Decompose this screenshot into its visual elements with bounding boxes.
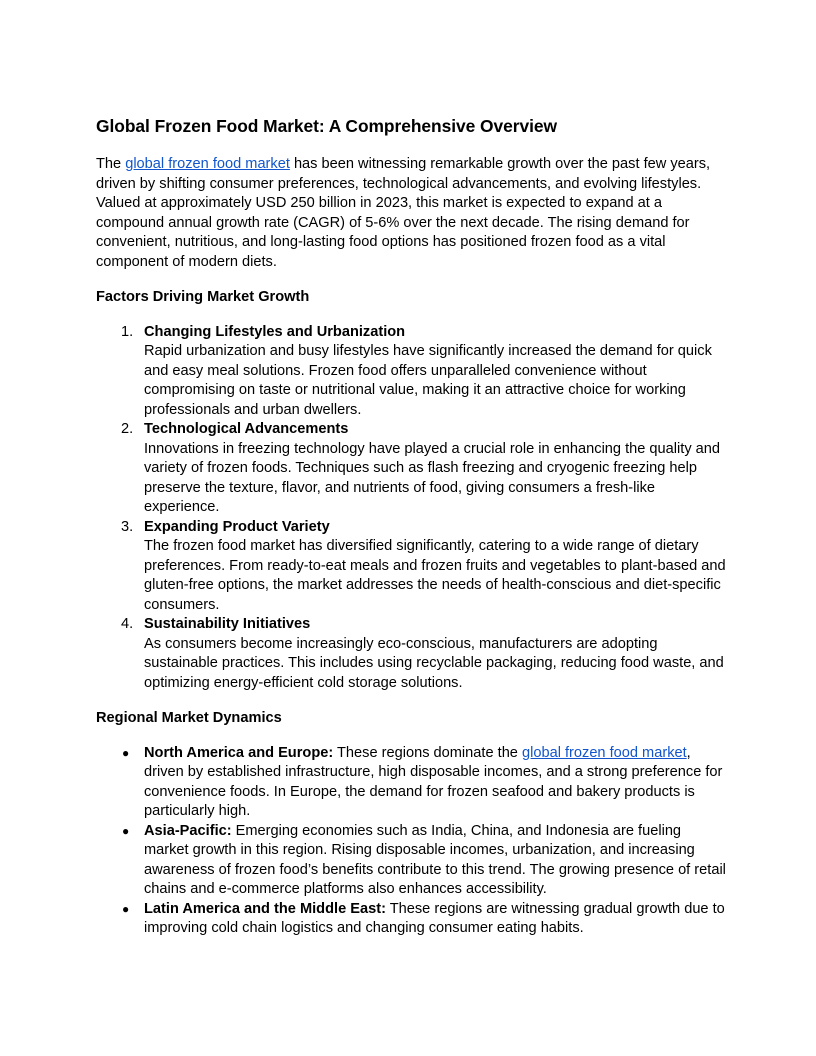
bullet-icon: ● bbox=[122, 901, 130, 916]
factors-heading: Factors Driving Market Growth bbox=[96, 289, 310, 305]
factor-item bbox=[96, 323, 726, 421]
region-item bbox=[96, 744, 726, 822]
factor-title: Sustainability Initiatives bbox=[144, 616, 311, 632]
bullet-icon: ● bbox=[122, 823, 130, 838]
region-text: These regions dominate the bbox=[333, 744, 522, 761]
region-item bbox=[96, 900, 726, 939]
factor-title: Technological Advancements bbox=[144, 421, 349, 437]
region-text: , driven by established infrastructure, high disposable incomes, and a strong preference for convenience foods. In Europe, the demand for frozen seafood and bakery products is particularly high. bbox=[144, 744, 723, 819]
global-frozen-food-market-link[interactable]: global frozen food market bbox=[125, 156, 290, 172]
factor-item bbox=[96, 615, 726, 693]
factor-body: The frozen food market has diversified significantly, catering to a wide range of dietary preferences. From ready-to-eat meals and frozen fruits and vegetables to plant-based and gluten-free options, the market addresses the needs of health-conscious and diet-specific consumers. bbox=[144, 538, 726, 613]
factor-title: Changing Lifestyles and Urbanization bbox=[144, 323, 406, 340]
intro-suffix: has been witnessing remarkable growth over the past few years, driven by shifting consumer preferences, technological advancements, and evolving lifestyles. Valued at approximately USD 250 billion in 2023, this market is expected to expand at a compound annual growth rate (CAGR) of 5-6% over the next decade. The rising demand for convenient, nutritious, and long-lasting food options has positioned frozen food as a vital component of modern diets. bbox=[96, 156, 711, 270]
intro-paragraph bbox=[96, 155, 726, 272]
bullet-icon: ● bbox=[122, 745, 130, 760]
regions-heading: Regional Market Dynamics bbox=[96, 710, 282, 726]
factor-item bbox=[96, 518, 726, 616]
factor-body: As consumers become increasingly eco-conscious, manufacturers are adopting sustainable practices. This includes using recyclable packaging, reducing food waste, and optimizing energy-efficient cold storage solutions. bbox=[144, 635, 724, 691]
list-number: 1. bbox=[121, 323, 134, 340]
list-number: 2. bbox=[121, 421, 134, 437]
document-page bbox=[96, 114, 726, 939]
region-text: Emerging economies such as India, China, and Indonesia are fueling market growth in this region. Rising disposable incomes, urbanization, and increasing awareness of frozen food’s benefits contribute to this trend. The growing presence of retail chains and e-commerce platforms also enhances accessibility. bbox=[144, 822, 726, 897]
intro-prefix: The bbox=[96, 156, 126, 172]
list-number: 3. bbox=[121, 518, 134, 535]
global-frozen-food-market-link[interactable]: global frozen food market bbox=[521, 744, 687, 761]
factor-title: Expanding Product Variety bbox=[144, 518, 330, 535]
region-text: These regions are witnessing gradual growth due to improving cold chain logistics and changing consumer eating habits. bbox=[144, 900, 725, 936]
region-label: Asia-Pacific: bbox=[144, 822, 232, 839]
regions-list bbox=[96, 744, 726, 939]
region-label: Latin America and the Middle East: bbox=[144, 900, 386, 917]
factors-list bbox=[96, 323, 726, 694]
factor-body: Innovations in freezing technology have played a crucial role in enhancing the quality and variety of frozen foods. Techniques such as flash freezing and cryogenic freezing help preserve the texture, flavor, and nutrients of food, giving consumers a fresh-like experience. bbox=[144, 440, 721, 515]
list-number: 4. bbox=[121, 616, 134, 632]
region-label: North America and Europe: bbox=[144, 744, 334, 761]
document-title: Global Frozen Food Market: A Comprehensive Overview bbox=[96, 116, 557, 136]
factor-item bbox=[96, 420, 726, 518]
factor-body: Rapid urbanization and busy lifestyles have significantly increased the demand for quick and easy meal solutions. Frozen food offers unparalleled convenience without compromising on taste or nutritional value, making it an attractive choice for working professionals and urban dwellers. bbox=[144, 343, 712, 418]
region-item bbox=[96, 822, 726, 900]
